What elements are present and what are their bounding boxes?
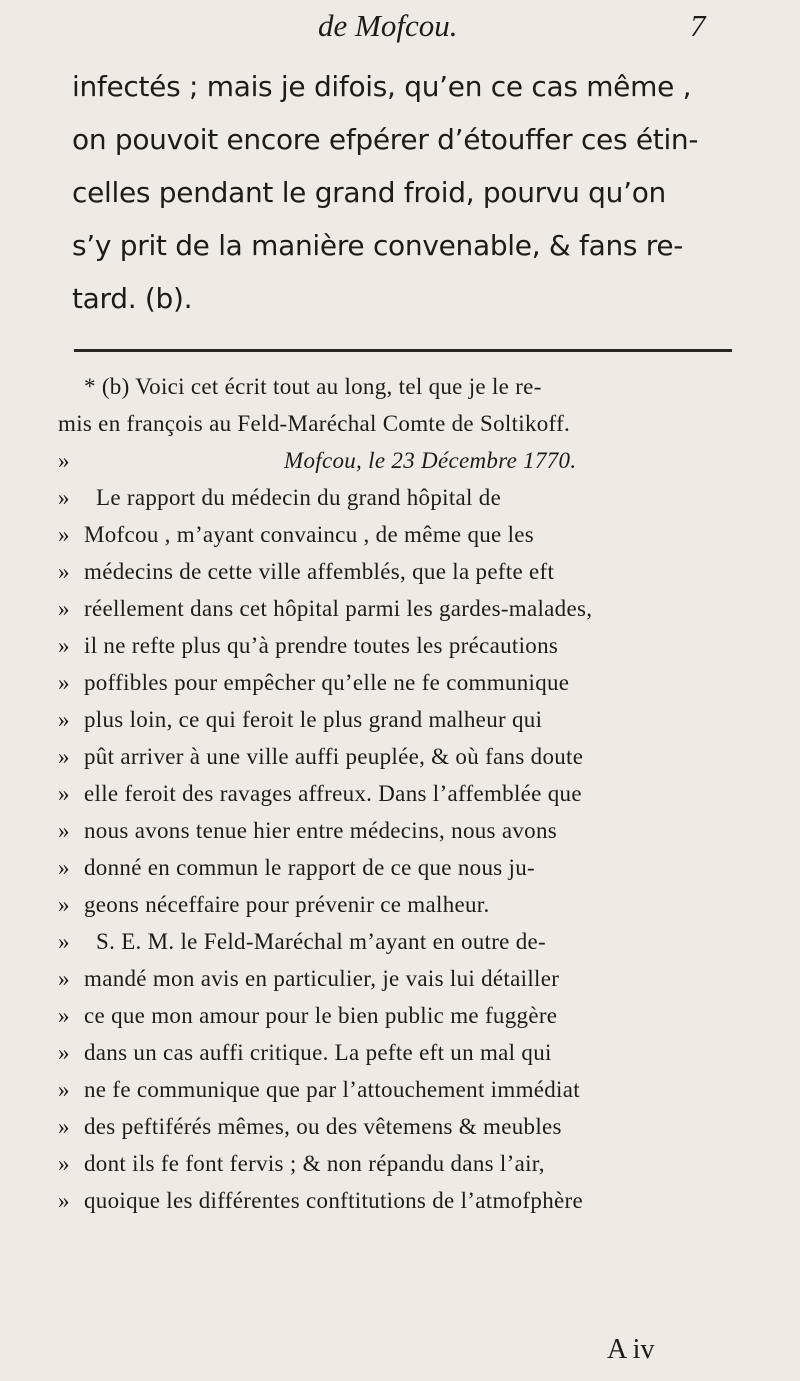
quoted-line [58,1108,758,1145]
quote-mark: » [58,1151,70,1176]
quote-mark: » [58,633,70,658]
quoted-line-text: des peftiférés mêmes, ou des vêtemens & meubles [84,1114,562,1139]
quote-mark: » [58,818,70,843]
quote-mark: » [58,1040,70,1065]
quoted-line [58,738,758,775]
quoted-line [58,1145,758,1182]
main-paragraph [72,60,732,325]
quoted-line [58,664,758,701]
quoted-line-text: dont ils fe font fervis ; & non répandu dans l’air, [84,1151,545,1176]
quoted-line [58,479,758,516]
quoted-line-text: geons néceffaire pour prévenir ce malheur. [84,892,490,917]
quote-mark: » [58,559,70,584]
quoted-line [58,1034,758,1071]
quoted-line [58,1182,758,1219]
quote-mark: » [58,485,70,510]
quoted-line [58,775,758,812]
quote-mark: » [58,781,70,806]
quoted-line-text: ne fe communique que par l’attouchement immédiat [84,1077,580,1102]
quote-mark: » [58,522,70,547]
quoted-line-text: plus loin, ce qui feroit le plus grand malheur qui [84,707,543,732]
quoted-line [58,886,758,923]
quote-mark: » [58,448,70,473]
quoted-line-text: réellement dans cet hôpital parmi les gardes-malades, [84,596,593,621]
quote-mark: » [58,929,70,954]
text-line: tard. (b). [72,282,193,315]
quote-mark: » [58,855,70,880]
quote-mark: » [58,966,70,991]
quoted-line [58,553,758,590]
text-line: on pouvoit encore efpérer d’étouffer ces étin- [72,123,699,156]
quoted-line [58,516,758,553]
quoted-line [58,923,758,960]
quoted-line [58,1071,758,1108]
text-line: s’y prit de la manière convenable, & fans re- [72,229,684,262]
quoted-line-text: donné en commun le rapport de ce que nous ju- [84,855,536,880]
quoted-line [58,590,758,627]
page-header [0,4,800,52]
quoted-line-text: elle feroit des ravages affreux. Dans l’affemblée que [84,781,582,806]
quoted-line-text: Le rapport du médecin du grand hôpital de [96,485,502,510]
quoted-line [58,812,758,849]
quoted-line-text: ce que mon amour pour le bien public me fuggère [84,1003,558,1028]
quoted-line-text: poffibles pour empêcher qu’elle ne fe communique [84,670,570,695]
quote-mark: » [58,1003,70,1028]
quoted-line-text: S. E. M. le Feld-Maréchal m’ayant en outre de- [96,929,547,954]
quoted-line [58,960,758,997]
quoted-line-text: quoique les différentes conftitutions de l’atmofphère [84,1188,583,1213]
quote-mark: » [58,1188,70,1213]
text-line: infectés ; mais je difois, qu’en ce cas même , [72,70,692,103]
dateline-text: Mofcou, le 23 Décembre 1770. [284,448,577,473]
quote-mark: » [58,744,70,769]
quote-mark: » [58,670,70,695]
quoted-line [58,627,758,664]
quote-mark: » [58,707,70,732]
quoted-line [58,701,758,738]
quoted-line-text: il ne refte plus qu’à prendre toutes les précautions [84,633,559,658]
quoted-line-text: Mofcou , m’ayant convaincu , de même que les [84,522,535,547]
footnote [58,368,758,1219]
quoted-line-text: pût arriver à une ville auffi peuplée, & où fans doute [84,744,584,769]
footnote-divider [74,349,732,352]
running-head: de Mofcou. [318,8,458,43]
text-line: celles pendant le grand froid, pourvu qu’on [72,176,666,209]
dateline [58,442,758,479]
page-number: 7 [690,8,706,43]
quote-mark: » [58,892,70,917]
signature-mark: A iv [607,1334,655,1365]
quoted-line-text: médecins de cette ville affemblés, que la pefte eft [84,559,555,584]
quote-mark: » [58,1114,70,1139]
quote-mark: » [58,1077,70,1102]
quoted-line-text: dans un cas auffi critique. La pefte eft un mal qui [84,1040,552,1065]
footnote-intro-line: mis en françois au Feld-Maréchal Comte de Soltikoff. [58,411,571,436]
quoted-line-text: mandé mon avis en particulier, je vais lui détailler [84,966,560,991]
footnote-intro-line: * (b) Voici cet écrit tout au long, tel que je le re- [84,374,542,399]
quoted-line [58,997,758,1034]
quoted-line [58,849,758,886]
quoted-line-text: nous avons tenue hier entre médecins, nous avons [84,818,558,843]
quote-mark: » [58,596,70,621]
